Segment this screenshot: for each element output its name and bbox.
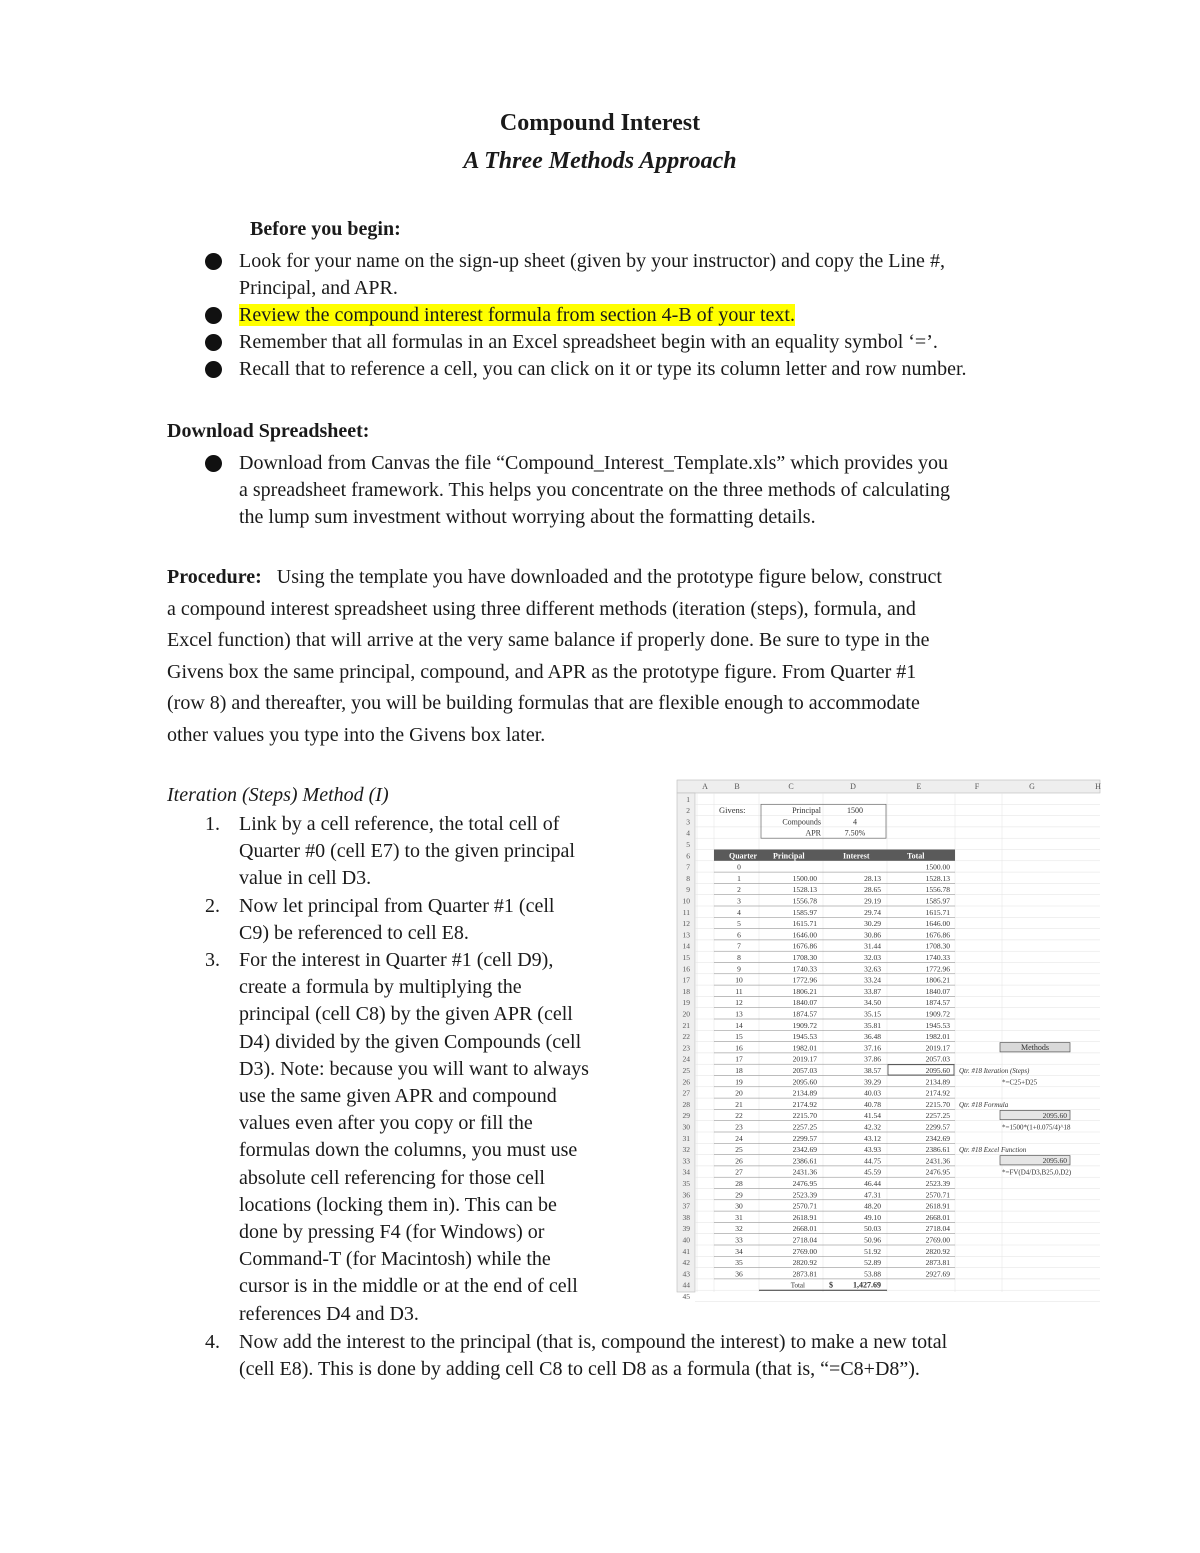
principal-cell: 1646.00 bbox=[792, 930, 817, 940]
principal-cell: 2523.39 bbox=[792, 1190, 817, 1200]
interest-cell: 51.92 bbox=[864, 1246, 881, 1256]
row-number: 20 bbox=[682, 1009, 690, 1019]
interest-cell: 46.44 bbox=[864, 1179, 881, 1188]
interest-cell: 40.03 bbox=[864, 1088, 881, 1098]
row-number: 43 bbox=[682, 1269, 690, 1279]
quarter-cell: 2 bbox=[737, 885, 741, 895]
row-number: 8 bbox=[686, 873, 690, 883]
quarter-cell: 0 bbox=[737, 862, 741, 872]
total-cell: 2476.95 bbox=[925, 1167, 950, 1177]
row-number: 4 bbox=[686, 828, 690, 838]
principal-cell: 1585.97 bbox=[792, 907, 817, 917]
total-cell: 1615.71 bbox=[925, 907, 950, 917]
givens-label: Givens: bbox=[719, 805, 746, 816]
total-cell: 1840.07 bbox=[925, 986, 950, 996]
principal-cell: 2095.60 bbox=[792, 1077, 817, 1087]
download-heading: Download Spreadsheet: bbox=[167, 420, 370, 442]
row-number: 26 bbox=[682, 1077, 690, 1087]
interest-cell: 34.50 bbox=[864, 998, 881, 1008]
quarter-cell: 33 bbox=[735, 1235, 743, 1245]
total-cell: 1646.00 bbox=[925, 919, 950, 929]
interest-cell: 31.44 bbox=[864, 941, 881, 951]
givens-item-value: 4 bbox=[853, 817, 857, 827]
row-number: 27 bbox=[682, 1088, 690, 1098]
principal-cell: 2668.01 bbox=[792, 1224, 817, 1234]
total-cell: 1585.97 bbox=[925, 896, 950, 906]
column-letter: E bbox=[916, 782, 922, 791]
highlighted-text: Review the compound interest formula from section 4-B of your text. bbox=[239, 304, 795, 326]
table-header: Interest bbox=[843, 851, 870, 861]
column-letter: G bbox=[1029, 782, 1035, 791]
quarter-cell: 4 bbox=[737, 907, 741, 917]
row-number: 34 bbox=[682, 1167, 690, 1177]
principal-cell: 1556.78 bbox=[792, 896, 817, 906]
table-header: Principal bbox=[773, 851, 805, 861]
row-number: 3 bbox=[686, 817, 690, 827]
interest-cell: 28.13 bbox=[864, 873, 881, 883]
before-heading: Before you begin: bbox=[250, 218, 401, 240]
method-result: 2095.60 bbox=[1042, 1110, 1067, 1120]
list-item: Download from Canvas the file “Compound_Interest_Template.xls” which provides you a spreadsheet framework. This helps you concentrate on the three methods of calculating the lump sum investment without worrying about the formatting details. bbox=[205, 450, 1125, 531]
row-number: 10 bbox=[682, 896, 690, 906]
spreadsheet-figure bbox=[677, 780, 1101, 1301]
principal-cell: 2873.81 bbox=[792, 1269, 817, 1279]
iteration-steps bbox=[205, 811, 665, 1328]
list-item: 2. Now let principal from Quarter #1 (cell C9) be referenced to cell E8. bbox=[205, 894, 555, 944]
quarter-cell: 16 bbox=[735, 1043, 743, 1053]
row-number: 40 bbox=[682, 1235, 690, 1245]
quarter-cell: 32 bbox=[735, 1224, 743, 1234]
principal-cell: 2718.04 bbox=[792, 1235, 817, 1245]
total-value: 1,427.69 bbox=[853, 1280, 881, 1290]
total-cell: 1740.33 bbox=[925, 953, 950, 962]
quarter-cell: 9 bbox=[737, 964, 741, 974]
interest-cell: 35.15 bbox=[864, 1009, 881, 1019]
interest-cell: 44.75 bbox=[864, 1156, 881, 1166]
quarter-cell: 15 bbox=[735, 1032, 743, 1042]
total-cell: 2095.60 bbox=[925, 1066, 950, 1075]
interest-cell: 29.74 bbox=[864, 907, 881, 917]
quarter-cell: 24 bbox=[735, 1133, 743, 1143]
column-letter: F bbox=[974, 782, 980, 791]
row-number: 44 bbox=[682, 1280, 690, 1290]
principal-cell: 1740.33 bbox=[792, 964, 817, 974]
total-cell: 2718.04 bbox=[925, 1224, 950, 1234]
interest-cell: 32.03 bbox=[864, 953, 881, 962]
quarter-cell: 26 bbox=[735, 1156, 743, 1166]
list-item: Remember that all formulas in an Excel spreadsheet begin with an equality symbol ‘=’. bbox=[205, 329, 1125, 356]
quarter-cell: 5 bbox=[737, 919, 741, 929]
principal-cell: 2215.70 bbox=[792, 1111, 817, 1121]
quarter-cell: 35 bbox=[735, 1258, 743, 1268]
quarter-cell: 13 bbox=[735, 1009, 743, 1019]
row-number: 38 bbox=[682, 1212, 690, 1222]
interest-cell: 42.32 bbox=[864, 1122, 881, 1132]
total-currency: $ bbox=[829, 1280, 833, 1290]
method-formula: *=FV(D4/D3,B25,0,D2) bbox=[1002, 1168, 1072, 1177]
row-number: 6 bbox=[686, 851, 690, 861]
interest-cell: 35.81 bbox=[864, 1020, 881, 1030]
bullet-icon bbox=[205, 361, 222, 378]
quarter-cell: 1 bbox=[737, 873, 741, 883]
table-header: Total bbox=[907, 851, 925, 861]
row-number: 18 bbox=[682, 986, 690, 996]
interest-cell: 30.86 bbox=[864, 930, 881, 940]
row-number: 21 bbox=[682, 1020, 690, 1030]
quarter-cell: 36 bbox=[735, 1269, 743, 1279]
list-item: 1. Link by a cell reference, the total cell of Quarter #0 (cell E7) to the given principal value in cell D3. bbox=[205, 813, 575, 890]
givens-item-label: Principal bbox=[792, 806, 821, 816]
principal-cell: 1772.96 bbox=[792, 975, 817, 985]
row-number: 15 bbox=[682, 953, 690, 962]
row-number: 39 bbox=[682, 1224, 690, 1234]
method-label: Qtr. #18 Formula bbox=[959, 1100, 1009, 1109]
interest-cell: 53.88 bbox=[864, 1269, 881, 1279]
row-number: 19 bbox=[682, 998, 690, 1008]
principal-cell: 2476.95 bbox=[792, 1179, 817, 1188]
total-cell: 1909.72 bbox=[925, 1009, 950, 1019]
bullet-icon bbox=[205, 253, 222, 270]
total-cell: 2769.00 bbox=[925, 1235, 950, 1245]
total-cell: 2174.92 bbox=[925, 1088, 950, 1098]
procedure-label: Procedure: bbox=[167, 566, 262, 588]
givens-item-label: APR bbox=[805, 828, 821, 838]
quarter-cell: 3 bbox=[737, 896, 741, 906]
quarter-cell: 14 bbox=[735, 1020, 743, 1030]
methods-label: Methods bbox=[1021, 1043, 1049, 1053]
principal-cell: 2134.89 bbox=[792, 1088, 817, 1098]
row-number: 45 bbox=[682, 1292, 690, 1301]
total-cell: 1500.00 bbox=[925, 862, 950, 872]
total-cell: 2257.25 bbox=[925, 1111, 950, 1121]
total-cell: 1806.21 bbox=[925, 975, 950, 985]
quarter-cell: 10 bbox=[735, 975, 743, 985]
total-cell: 2134.89 bbox=[925, 1077, 950, 1087]
total-cell: 2570.71 bbox=[925, 1190, 950, 1200]
quarter-cell: 25 bbox=[735, 1145, 743, 1155]
row-number: 24 bbox=[682, 1054, 690, 1064]
interest-cell: 39.29 bbox=[864, 1077, 881, 1087]
total-cell: 1982.01 bbox=[925, 1032, 950, 1042]
column-letter: H bbox=[1095, 782, 1101, 791]
interest-cell: 43.12 bbox=[864, 1133, 881, 1143]
principal-cell: 2820.92 bbox=[792, 1258, 817, 1268]
quarter-cell: 11 bbox=[735, 986, 743, 996]
bullet-icon bbox=[205, 455, 222, 472]
quarter-cell: 29 bbox=[735, 1190, 743, 1200]
interest-cell: 37.86 bbox=[864, 1054, 881, 1064]
document-title: Compound Interest bbox=[499, 110, 701, 136]
interest-cell: 37.16 bbox=[864, 1043, 881, 1053]
row-number: 9 bbox=[686, 885, 690, 895]
total-label: Total bbox=[790, 1281, 805, 1290]
quarter-cell: 6 bbox=[737, 930, 741, 940]
bullet-icon bbox=[205, 307, 222, 324]
procedure-paragraph: Procedure: Using the template you have downloaded and the prototype figure below, construct a compound interest spreadsheet using three different methods (iteration (steps), formula, and Excel function) that will arrive at the very same balance if properly done. Be sure to type in the Givens box the same principal, compound, and APR as the prototype figure. From Quarter #1 (row 8) and thereafter, you will be building formulas that are flexible enough to accommodate other values you type into the Givens box later. bbox=[167, 566, 942, 746]
principal-cell: 2342.69 bbox=[792, 1145, 817, 1155]
row-number: 5 bbox=[686, 840, 690, 849]
column-letter: C bbox=[788, 782, 794, 791]
total-cell: 2873.81 bbox=[925, 1258, 950, 1268]
principal-cell: 2570.71 bbox=[792, 1201, 817, 1211]
total-cell: 2668.01 bbox=[925, 1212, 950, 1222]
column-letter: B bbox=[734, 782, 740, 791]
document-subtitle: A Three Methods Approach bbox=[463, 148, 737, 174]
iteration-steps-continued bbox=[205, 1329, 1125, 1383]
principal-cell: 2019.17 bbox=[792, 1054, 817, 1064]
row-number: 23 bbox=[682, 1043, 690, 1053]
row-number: 14 bbox=[682, 941, 690, 951]
principal-cell: 2769.00 bbox=[792, 1246, 817, 1256]
total-cell: 2618.91 bbox=[925, 1201, 950, 1211]
interest-cell: 33.87 bbox=[864, 986, 881, 996]
principal-cell: 2174.92 bbox=[792, 1099, 817, 1109]
row-number: 11 bbox=[682, 907, 690, 917]
givens-box bbox=[761, 804, 886, 838]
interest-cell: 29.19 bbox=[864, 896, 881, 906]
method-label: Qtr. #18 Excel Function bbox=[959, 1146, 1027, 1155]
principal-cell: 2257.25 bbox=[792, 1122, 817, 1132]
quarter-cell: 19 bbox=[735, 1077, 743, 1087]
interest-cell: 48.20 bbox=[864, 1201, 881, 1211]
row-number: 1 bbox=[686, 794, 690, 804]
total-cell: 2820.92 bbox=[925, 1246, 950, 1256]
total-cell: 2215.70 bbox=[925, 1099, 950, 1109]
row-number: 35 bbox=[682, 1179, 690, 1188]
quarter-cell: 8 bbox=[737, 953, 741, 962]
row-number: 41 bbox=[682, 1246, 690, 1256]
row-number: 37 bbox=[682, 1201, 690, 1211]
total-cell: 1772.96 bbox=[925, 964, 950, 974]
interest-cell: 41.54 bbox=[864, 1111, 881, 1121]
total-cell: 1945.53 bbox=[925, 1020, 950, 1030]
row-number: 7 bbox=[686, 862, 690, 872]
total-cell: 2019.17 bbox=[925, 1043, 950, 1053]
interest-cell: 52.89 bbox=[864, 1258, 881, 1268]
principal-cell: 1500.00 bbox=[792, 873, 817, 883]
iteration-heading: Iteration (Steps) Method (I) bbox=[167, 784, 389, 806]
principal-cell: 1945.53 bbox=[792, 1032, 817, 1042]
total-cell: 1528.13 bbox=[925, 873, 950, 883]
row-number: 16 bbox=[682, 964, 690, 974]
row-number: 12 bbox=[682, 919, 690, 929]
row-number: 42 bbox=[682, 1258, 690, 1268]
column-letter: D bbox=[850, 782, 856, 791]
interest-cell: 30.29 bbox=[864, 919, 881, 929]
givens-item-value: 7.50% bbox=[844, 828, 866, 838]
row-number: 30 bbox=[682, 1122, 690, 1132]
quarter-cell: 17 bbox=[735, 1054, 743, 1064]
total-cell: 1874.57 bbox=[925, 998, 950, 1008]
total-cell: 2523.39 bbox=[925, 1179, 950, 1188]
interest-cell: 50.03 bbox=[864, 1224, 881, 1234]
principal-cell: 1874.57 bbox=[792, 1009, 817, 1019]
before-list bbox=[205, 248, 1125, 383]
principal-cell: 2386.61 bbox=[792, 1156, 817, 1166]
quarter-cell: 20 bbox=[735, 1088, 743, 1098]
total-cell: 2342.69 bbox=[925, 1133, 950, 1143]
principal-cell: 2618.91 bbox=[792, 1212, 817, 1222]
interest-cell: 47.31 bbox=[864, 1190, 881, 1200]
principal-cell: 1909.72 bbox=[792, 1020, 817, 1030]
row-number: 31 bbox=[682, 1133, 690, 1143]
row-number: 29 bbox=[682, 1111, 690, 1121]
interest-cell: 50.96 bbox=[864, 1235, 881, 1245]
interest-cell: 45.59 bbox=[864, 1167, 881, 1177]
column-letter: A bbox=[702, 782, 708, 791]
row-number: 22 bbox=[682, 1032, 690, 1042]
interest-cell: 33.24 bbox=[864, 975, 881, 985]
row-number: 28 bbox=[682, 1099, 690, 1109]
interest-cell: 43.93 bbox=[864, 1145, 881, 1155]
interest-cell: 38.57 bbox=[864, 1066, 881, 1075]
interest-cell: 32.63 bbox=[864, 964, 881, 974]
total-cell: 1708.30 bbox=[925, 941, 950, 951]
principal-cell: 2057.03 bbox=[792, 1066, 817, 1075]
principal-cell: 2299.57 bbox=[792, 1133, 817, 1143]
total-cell: 2927.69 bbox=[925, 1269, 950, 1279]
total-cell: 2386.61 bbox=[925, 1145, 950, 1155]
spreadsheet-image bbox=[677, 780, 1101, 1301]
interest-cell: 49.10 bbox=[864, 1212, 881, 1222]
quarter-cell: 18 bbox=[735, 1066, 743, 1075]
quarter-cell: 27 bbox=[735, 1167, 743, 1177]
quarter-cell: 22 bbox=[735, 1111, 743, 1121]
quarter-cell: 31 bbox=[735, 1212, 743, 1222]
row-number: 17 bbox=[682, 975, 690, 985]
row-number: 13 bbox=[682, 930, 690, 940]
list-item: 4. Now add the interest to the principal (that is, compound the interest) to make a new total (cell E8). This is done by adding cell C8 to cell D8 as a formula (that is, “=C8+D8”). bbox=[205, 1331, 948, 1381]
quarter-cell: 12 bbox=[735, 998, 743, 1008]
principal-cell: 1806.21 bbox=[792, 986, 817, 996]
principal-cell: 1982.01 bbox=[792, 1043, 817, 1053]
list-item: Recall that to reference a cell, you can click on it or type its column letter and row number. bbox=[205, 356, 1125, 383]
list-item: Look for your name on the sign-up sheet (given by your instructor) and copy the Line #, Principal, and APR. bbox=[205, 248, 1125, 302]
method-result: 2095.60 bbox=[1042, 1156, 1067, 1166]
row-number: 32 bbox=[682, 1145, 690, 1155]
total-cell: 2431.36 bbox=[925, 1156, 950, 1166]
interest-cell: 36.48 bbox=[864, 1032, 881, 1042]
principal-cell: 1615.71 bbox=[792, 919, 817, 929]
principal-cell: 2431.36 bbox=[792, 1167, 817, 1177]
row-number: 33 bbox=[682, 1156, 690, 1166]
principal-cell: 1840.07 bbox=[792, 998, 817, 1008]
interest-cell: 40.78 bbox=[864, 1099, 881, 1109]
row-number: 2 bbox=[686, 806, 690, 816]
quarter-cell: 21 bbox=[735, 1099, 743, 1109]
principal-cell: 1708.30 bbox=[792, 953, 817, 962]
list-item bbox=[205, 302, 1125, 329]
total-cell: 2057.03 bbox=[925, 1054, 950, 1064]
list-item: 3. For the interest in Quarter #1 (cell D9), create a formula by multiplying the principal (cell C8) by the given APR (cell D4) divided by the given Compounds (cell D3). Note: because you will want to always use the same given APR and compound values even after you copy or fill the formulas down the columns, you must use absolute cell referencing for those cell locations (locking them in). This can be done by pressing F4 (for Windows) or Command-T (for Macintosh) while the cursor is in the middle or at the end of cell references D4 and D3. bbox=[205, 949, 589, 1325]
method-formula: *=C25+D25 bbox=[1002, 1078, 1038, 1087]
total-cell: 1676.86 bbox=[925, 930, 950, 940]
bullet-icon bbox=[205, 334, 222, 351]
quarter-cell: 34 bbox=[735, 1246, 743, 1256]
row-number: 36 bbox=[682, 1190, 690, 1200]
quarter-cell: 28 bbox=[735, 1179, 743, 1188]
method-formula: *=1500*(1+0.075/4)^18 bbox=[1002, 1123, 1071, 1132]
method-label: Qtr. #18 Iteration (Steps) bbox=[959, 1067, 1030, 1075]
quarter-cell: 30 bbox=[735, 1201, 743, 1211]
download-list bbox=[205, 450, 1125, 531]
givens-item-label: Compounds bbox=[782, 817, 821, 827]
table-header: Quarter bbox=[729, 851, 757, 861]
total-cell: 1556.78 bbox=[925, 885, 950, 895]
total-cell: 2299.57 bbox=[925, 1122, 950, 1132]
interest-cell: 28.65 bbox=[864, 885, 881, 895]
row-number: 25 bbox=[682, 1066, 690, 1075]
quarter-cell: 23 bbox=[735, 1122, 743, 1132]
principal-cell: 1676.86 bbox=[792, 941, 817, 951]
principal-cell: 1528.13 bbox=[792, 885, 817, 895]
givens-item-value: 1500 bbox=[847, 806, 863, 816]
quarter-cell: 7 bbox=[737, 941, 741, 951]
column-header-bar bbox=[677, 780, 1100, 793]
